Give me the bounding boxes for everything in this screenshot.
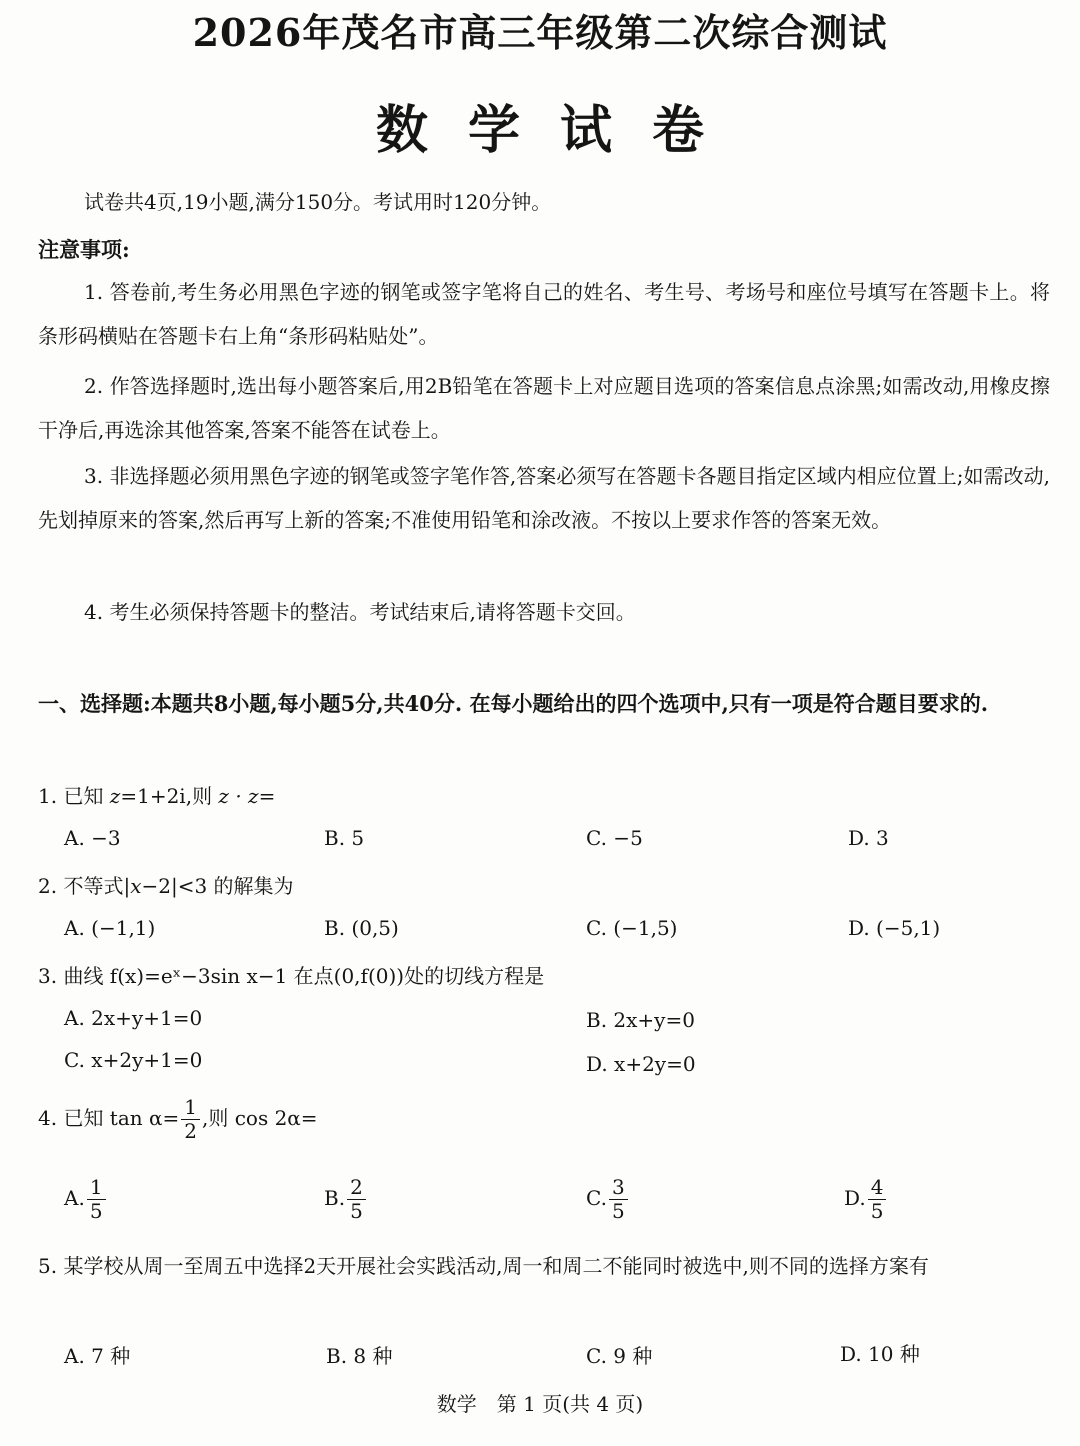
- q4-stem-fraction: $\frac{1}{2}$: [181, 1096, 200, 1143]
- q4-option-c: C. $\frac{3}{5}$: [586, 1176, 630, 1223]
- section-1-heading: 一、选择题:本题共8小题,每小题5分,共40分. 在每小题给出的四个选项中,只有一项是符合题目要求的.: [38, 691, 989, 716]
- q1-option-d: D. 3: [848, 826, 889, 850]
- q3-option-b: B. 2x+y=0: [586, 1008, 695, 1032]
- question-5-stem: 5. 某学校从周一至周五中选择2天开展社会实践活动,周一和周二不能同时被选中,则不同的选择方案有: [38, 1254, 929, 1278]
- q3-option-a: A. 2x+y+1=0: [64, 1006, 203, 1030]
- q4-option-d: D. $\frac{4}{5}$: [844, 1176, 888, 1223]
- q1-option-a: A. −3: [64, 826, 121, 850]
- question-2-stem: 2. 不等式|x−2|<3 的解集为: [38, 874, 294, 898]
- q2-option-b: B. (0,5): [324, 916, 399, 940]
- note-item-4: 4. 考生必须保持答题卡的整洁。考试结束后,请将答题卡交回。: [84, 600, 636, 624]
- q4-option-a: A. $\frac{1}{5}$: [64, 1176, 108, 1223]
- note-item-3: 3. 非选择题必须用黑色字迹的钢笔或签字笔作答,答案必须写在答题卡各题目指定区域内相应位置上;如需改动,先划掉原来的答案,然后再写上新的答案;不准使用铅笔和涂改液。不按以上要求作答的答案无效。: [38, 464, 1050, 532]
- subject-title: 数学试卷: [375, 100, 744, 161]
- q2-option-a: A. (−1,1): [64, 916, 156, 940]
- question-3-stem: 3. 曲线 f(x)=eˣ−3sin x−1 在点(0,f(0))处的切线方程是: [38, 964, 545, 988]
- q2-option-d: D. (−5,1): [848, 916, 941, 940]
- q3-option-d: D. x+2y=0: [586, 1052, 696, 1076]
- q1-option-c: C. −5: [586, 826, 643, 850]
- q3-option-c: C. x+2y+1=0: [64, 1048, 203, 1072]
- exam-title: 2026年茂名市高三年级第二次综合测试: [192, 10, 888, 55]
- question-4-stem: 4. 已知 tan α= $\frac{1}{2}$ ,则 cos 2α=: [38, 1095, 318, 1143]
- q1-option-b: B. 5: [324, 826, 365, 850]
- q2-option-c: C. (−1,5): [586, 916, 678, 940]
- note-item-2: 2. 作答选择题时,选出每小题答案后,用2B铅笔在答题卡上对应题目选项的答案信息点涂黑;如需改动,用橡皮擦干净后,再选涂其他答案,答案不能答在试卷上。: [38, 374, 1050, 442]
- q4-option-b: B. $\frac{2}{5}$: [324, 1176, 368, 1223]
- page-footer: 数学 第 1 页(共 4 页): [436, 1392, 644, 1416]
- q5-option-c: C. 9 种: [586, 1344, 653, 1368]
- exam-intro: 试卷共4页,19小题,满分150分。考试用时120分钟。: [84, 190, 552, 214]
- q5-option-d: D. 10 种: [840, 1342, 920, 1366]
- q5-option-b: B. 8 种: [326, 1344, 393, 1368]
- note-item-1: 1. 答卷前,考生务必用黑色字迹的钢笔或签字笔将自己的姓名、考生号、考场号和座位号填写在答题卡上。将条形码横贴在答题卡右上角“条形码粘贴处”。: [38, 280, 1050, 348]
- notes-heading: 注意事项:: [38, 237, 130, 262]
- question-1-stem: 1. 已知 z=1+2i,则 z · z=: [38, 784, 276, 808]
- q5-option-a: A. 7 种: [64, 1344, 131, 1368]
